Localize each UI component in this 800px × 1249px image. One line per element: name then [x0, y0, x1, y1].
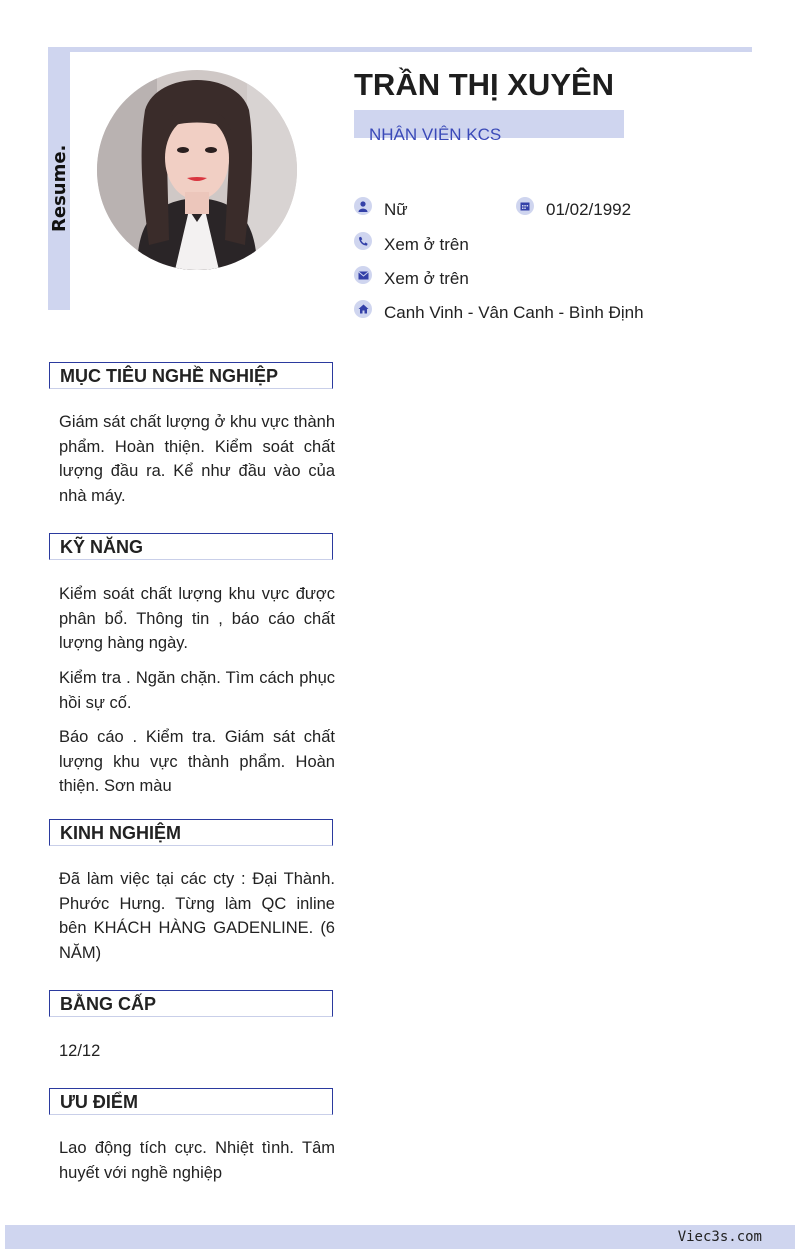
experience-title: KINH NGHIỆM	[60, 823, 181, 843]
education-title: BẰNG CẤP	[60, 994, 157, 1014]
address-value: Canh Vinh - Vân Canh - Bình Định	[384, 303, 644, 322]
experience-heading	[49, 819, 333, 846]
footer-site: Viec3s.com	[677, 1229, 762, 1245]
experience-text: Đã làm việc tại các cty : Đại Thành. Phước Hưng. Từng làm QC inline bên KHÁCH HÀNG GADENLINE. (6 NĂM)	[59, 870, 335, 962]
position-box	[354, 110, 624, 144]
objective-title: MỤC TIÊU NGHỀ NGHIỆP	[60, 366, 279, 386]
calendar-icon	[516, 197, 534, 215]
top-accent-bar	[48, 47, 752, 52]
skills-heading	[49, 533, 333, 560]
strengths-title: ƯU ĐIỂM	[60, 1092, 138, 1112]
education-heading	[49, 990, 333, 1017]
home-icon	[354, 300, 372, 318]
gender-value: Nữ	[384, 200, 408, 219]
skills-title: KỸ NĂNG	[60, 537, 144, 557]
education-text: 12/12	[59, 1042, 101, 1060]
phone-value: Xem ở trên	[384, 235, 469, 254]
candidate-name: TRẦN THỊ XUYÊN	[354, 67, 615, 102]
objective-text: Giám sát chất lượng ở khu vực thành phẩm. Hoàn thiện. Kiểm soát chất lượng đầu ra. Kể như đầu vào của nhà máy.	[59, 413, 335, 505]
phone-item	[354, 234, 469, 256]
skill-item: Kiểm tra . Ngăn chặn. Tìm cách phục hồi sự cố.	[59, 669, 335, 712]
gender-item	[354, 199, 408, 221]
birthdate-value: 01/02/1992	[546, 200, 632, 219]
envelope-icon	[354, 266, 372, 284]
birthdate-item	[516, 199, 631, 221]
skill-item: Báo cáo . Kiểm tra. Giám sát chất lượng khu vực thành phẩm. Hoàn thiện. Sơn màu	[59, 728, 335, 795]
address-item	[354, 302, 644, 324]
strengths-text: Lao động tích cực. Nhiệt tình. Tâm huyết với nghề nghiệp	[59, 1139, 335, 1182]
position-title: NHÂN VIÊN KCS	[369, 125, 502, 144]
resume-side-label: Resume.	[49, 144, 70, 232]
phone-icon	[354, 232, 372, 250]
strengths-heading	[49, 1088, 333, 1115]
objective-heading	[49, 362, 333, 389]
email-item	[354, 268, 469, 290]
skill-item: Kiểm soát chất lượng khu vực được phân bổ. Thông tin , báo cáo chất lượng hàng ngày.	[59, 585, 335, 652]
person-icon	[354, 197, 372, 215]
profile-photo	[97, 70, 297, 270]
footer-bar	[5, 1225, 795, 1249]
email-value: Xem ở trên	[384, 269, 469, 288]
